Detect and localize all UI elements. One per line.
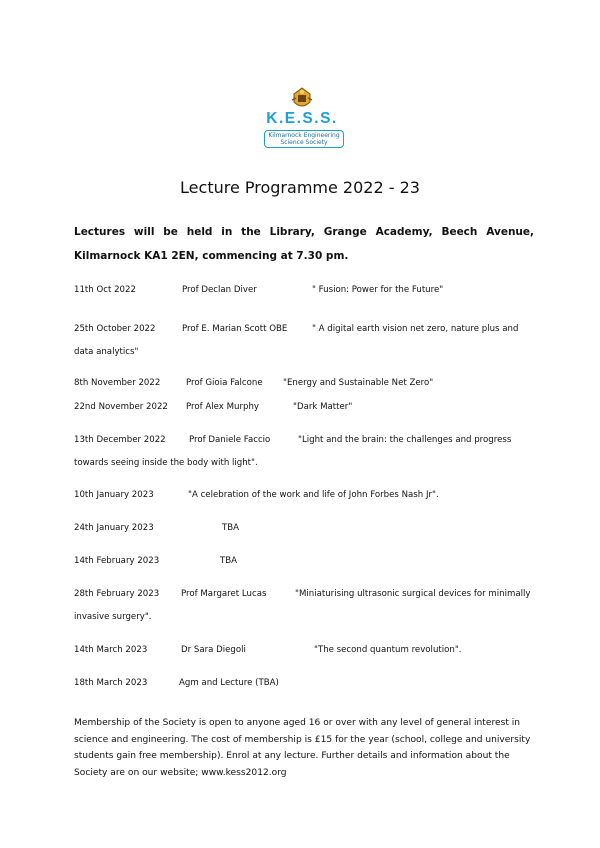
logo-subtitle-line2: Science Society	[280, 139, 328, 146]
lecture-title: "Miniaturising ultrasonic surgical devices for minimally	[295, 589, 531, 599]
lecture-speaker: Prof Margaret Lucas	[181, 589, 267, 599]
lecture-title: TBA	[222, 523, 240, 533]
lecture-title-continued: invasive surgery".	[74, 612, 152, 622]
lecture-speaker: Prof Gioia Falcone	[186, 378, 263, 388]
lecture-title: " A digital earth vision net zero, nature plus and	[312, 324, 519, 334]
lecture-title: "A celebration of the work and life of John Forbes Nash Jr".	[188, 490, 439, 500]
lecture-title: "The second quantum revolution".	[314, 645, 462, 655]
lecture-date: 10th January 2023	[74, 490, 154, 500]
lecture-speaker: Prof Declan Diver	[182, 285, 257, 295]
intro-text: Lectures will be held in the Library, Grange Academy, Beech Avenue, Kilmarnock KA1 2EN, commencing at 7.30 pm.	[74, 226, 534, 262]
logo-subtitle	[264, 130, 344, 148]
lecture-date: 14th March 2023	[74, 645, 148, 655]
lecture-speaker: Prof Daniele Faccio	[189, 435, 271, 445]
lecture-date: 28th February 2023	[74, 589, 160, 599]
lecture-date: 8th November 2022	[74, 378, 161, 388]
lecture-speaker: Prof E. Marian Scott OBE	[182, 324, 288, 334]
lecture-date: 22nd November 2022	[74, 402, 168, 412]
lecture-title: "Energy and Sustainable Net Zero"	[283, 378, 434, 388]
lecture-date: 14th February 2023	[74, 556, 160, 566]
lecture-title: "Dark Matter"	[293, 402, 353, 412]
lecture-title: "Light and the brain: the challenges and progress	[298, 435, 512, 445]
lecture-date: 25th October 2022	[74, 324, 156, 334]
lecture-speaker: Dr Sara Diegoli	[181, 645, 246, 655]
lecture-title-continued: towards seeing inside the body with light".	[74, 458, 258, 468]
kess-logo	[258, 82, 348, 154]
lecture-speaker: Prof Alex Murphy	[186, 402, 259, 412]
lecture-title-continued: data analytics"	[74, 347, 139, 357]
lecture-date: 18th March 2023	[74, 678, 148, 688]
membership-info: Membership of the Society is open to anyone aged 16 or over with any level of general interest in science and engineering. The cost of membership is £15 for the year (school, college and university students gain free membership). Enrol at any lecture. Further details and information about the Society are on our website; www.kess2012.org	[74, 718, 531, 778]
page-title: Lecture Programme 2022 - 23	[180, 178, 420, 197]
lecture-title: " Fusion: Power for the Future"	[312, 285, 444, 295]
logo-name: K.E.S.S.	[266, 110, 338, 127]
lecture-date: 13th December 2022	[74, 435, 166, 445]
lecture-title: TBA	[220, 556, 238, 566]
logo-subtitle-line1: Kilmarnock Engineering	[268, 132, 340, 139]
lecture-title: Agm and Lecture (TBA)	[179, 678, 279, 688]
crest-icon	[291, 86, 313, 110]
lecture-date: 11th Oct 2022	[74, 285, 136, 295]
lecture-date: 24th January 2023	[74, 523, 154, 533]
